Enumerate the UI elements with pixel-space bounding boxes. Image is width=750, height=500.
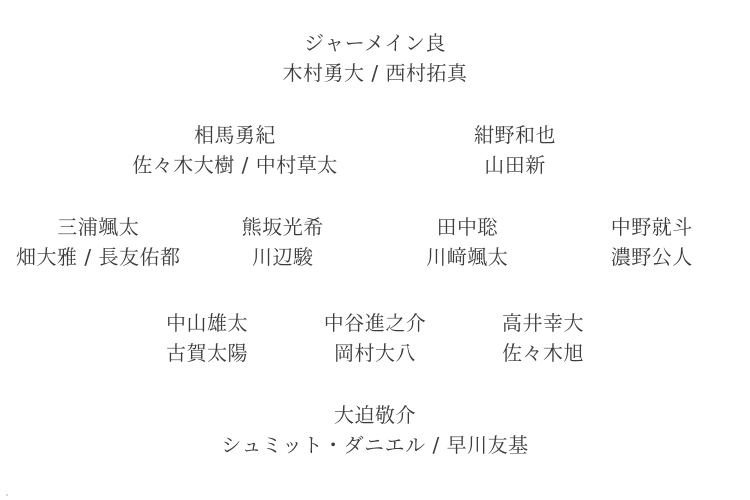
formation-row-defence <box>0 308 750 368</box>
player-name-secondary: 濃野公人 <box>610 245 693 269</box>
player-name-primary: 中野就斗 <box>610 215 693 239</box>
player-slot <box>191 212 376 272</box>
player-slot <box>291 308 459 368</box>
player-name-secondary: 佐々木大樹 / 中村草太 <box>132 153 338 177</box>
player-name-secondary: 川辺駿 <box>252 245 314 269</box>
formation-row-attacking-midfield <box>0 120 750 180</box>
player-name-secondary: シュミット・ダニエル / 早川友基 <box>221 433 529 457</box>
formation-row-goalkeeper <box>0 400 750 460</box>
formation-row-forward <box>0 28 750 88</box>
player-slot <box>115 400 635 460</box>
player-slot <box>560 212 745 272</box>
player-name-primary: ジャーメイン良 <box>304 31 446 55</box>
player-name-secondary: 古賀太陽 <box>166 341 248 365</box>
player-name-secondary: 畑大雅 / 長友佑都 <box>16 245 181 269</box>
player-name-secondary: 岡村大八 <box>334 341 416 365</box>
player-name-secondary: 山田新 <box>484 153 546 177</box>
player-slot <box>6 212 191 272</box>
player-name-secondary: 佐々木旭 <box>502 341 584 365</box>
formation-row-midfield <box>0 212 750 272</box>
player-name-primary: 三浦颯太 <box>57 215 140 239</box>
player-slot <box>375 120 655 180</box>
player-name-secondary: 木村勇大 / 西村拓真 <box>282 61 468 85</box>
player-slot <box>175 28 575 88</box>
player-slot <box>375 212 560 272</box>
corner-dot-marker <box>6 494 8 496</box>
player-name-primary: 田中聡 <box>436 215 498 239</box>
player-name-primary: 紺野和也 <box>474 123 556 147</box>
player-name-secondary: 川﨑颯太 <box>426 245 509 269</box>
player-name-primary: 大迫敬介 <box>334 403 416 427</box>
player-name-primary: 中谷進之介 <box>323 311 427 335</box>
player-name-primary: 相馬勇紀 <box>194 123 276 147</box>
player-slot <box>123 308 291 368</box>
player-slot <box>459 308 627 368</box>
player-name-primary: 高井幸大 <box>502 311 584 335</box>
player-slot <box>95 120 375 180</box>
player-name-primary: 中山雄太 <box>166 311 248 335</box>
player-name-primary: 熊坂光希 <box>241 215 324 239</box>
